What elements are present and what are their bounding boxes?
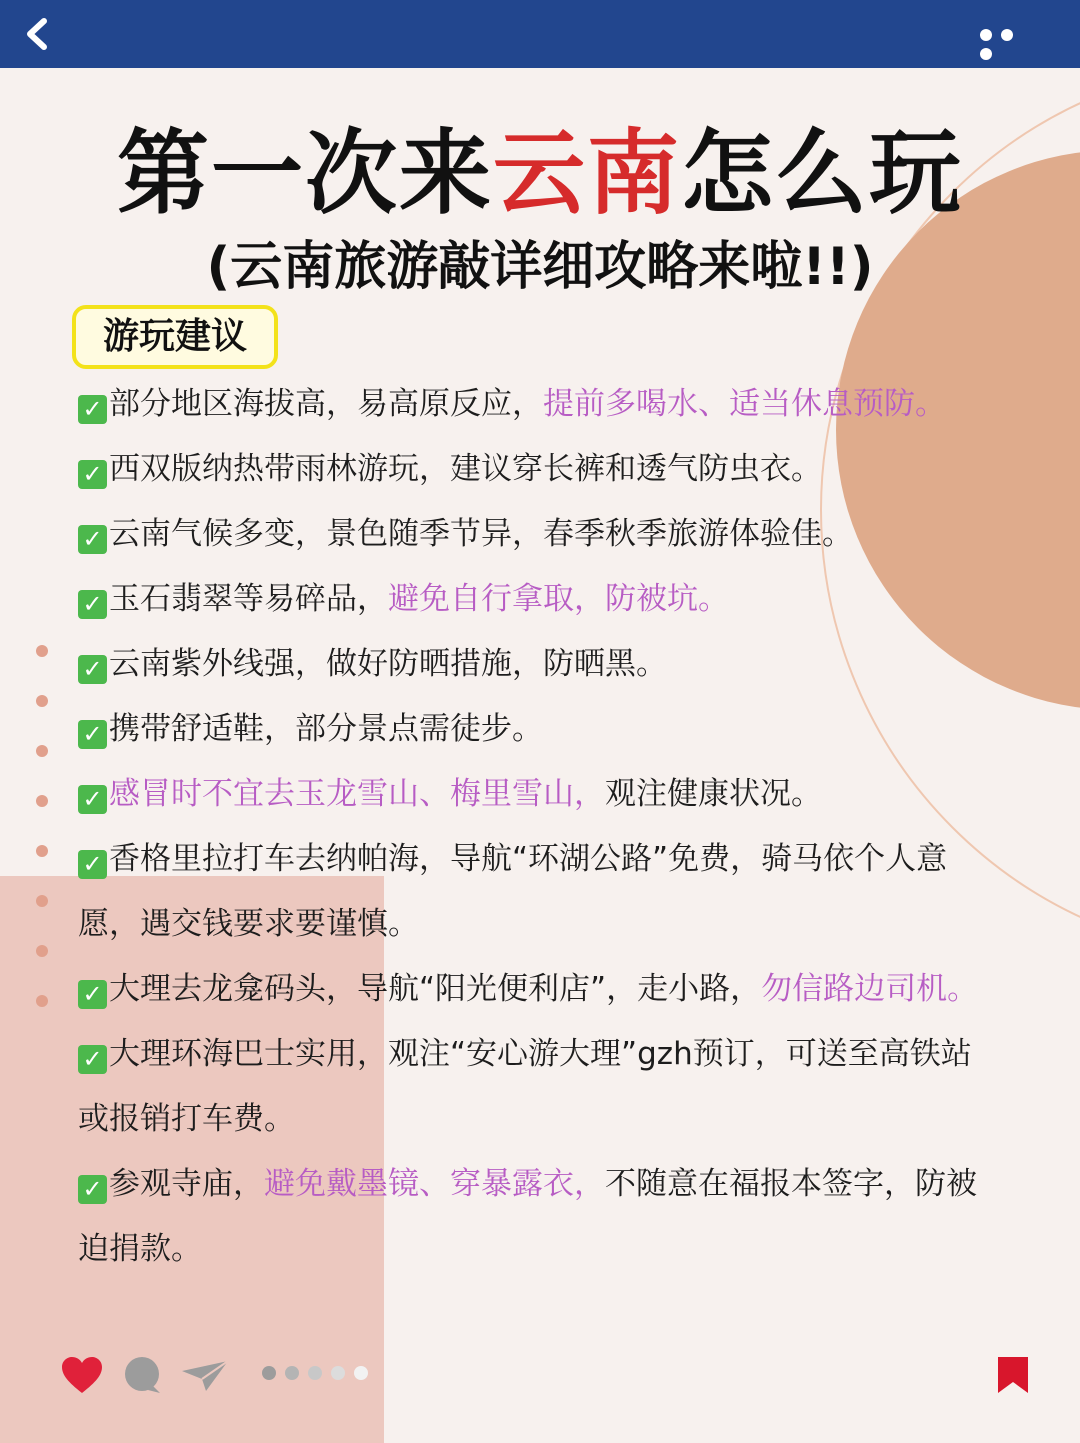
title-highlight: 云南 [492, 120, 681, 227]
checkbox-icon: ✓ [78, 785, 107, 814]
action-bar [0, 1345, 1080, 1405]
comment-button[interactable] [122, 1355, 162, 1395]
page-indicator [262, 1365, 377, 1384]
page-subtitle: (云南旅游敲详细攻略来啦!!) [206, 237, 874, 297]
tip-item: ✓ 大理环海巴士实用，观注“安心游大理”gzh预订，可送至高铁站或报销打车费。 [78, 1036, 972, 1137]
share-icon [180, 1359, 230, 1393]
more-dot [980, 48, 992, 60]
page-title: 第一次来云南怎么玩 [116, 120, 964, 227]
checkbox-icon: ✓ [78, 655, 107, 684]
page-dot [308, 1366, 322, 1380]
tip-item: ✓ 感冒时不宜去玉龙雪山、梅里雪山，观注健康状况。 [78, 762, 998, 827]
page-dot [331, 1366, 345, 1380]
more-button[interactable] [980, 26, 1040, 44]
tip-item: ✓ 云南气候多变，景色随季节异，春季秋季旅游体验佳。 [78, 502, 998, 567]
checkbox-icon: ✓ [78, 980, 107, 1009]
tip-item: ✓ 西双版纳热带雨林游玩，建议穿长裤和透气防虫衣。 [78, 437, 998, 502]
page-dot [262, 1366, 276, 1380]
checkbox-icon: ✓ [78, 460, 107, 489]
chevron-left-icon [18, 14, 58, 54]
top-nav-bar [0, 0, 1080, 68]
more-dot [1001, 29, 1013, 41]
checkbox-icon: ✓ [78, 1045, 107, 1074]
section-label: 游玩建议 [72, 305, 278, 369]
share-button[interactable] [180, 1359, 230, 1393]
tip-item: ✓ 云南紫外线强，做好防晒措施，防晒黑。 [78, 632, 998, 697]
more-dot [980, 29, 992, 41]
checkbox-icon: ✓ [78, 1175, 107, 1204]
page-dot [354, 1366, 368, 1380]
bookmark-button[interactable] [996, 1355, 1030, 1395]
tip-item: ✓ 部分地区海拔高，易高原反应，提前多喝水、适当休息预防。 [78, 372, 998, 437]
tip-item: ✓ 玉石翡翠等易碎品，避免自行拿取，防被坑。 [78, 567, 998, 632]
tip-item: ✓ 携带舒适鞋，部分景点需徒步。 [78, 697, 998, 762]
bookmark-icon [996, 1355, 1030, 1395]
decorative-dots [36, 645, 50, 1045]
tips-list [78, 372, 998, 1282]
tip-item: ✓ 大理去龙龛码头，导航“阳光便利店”，走小路，勿信路边司机。 [78, 957, 998, 1022]
comment-icon [122, 1355, 162, 1395]
checkbox-icon: ✓ [78, 720, 107, 749]
checkbox-icon: ✓ [78, 525, 107, 554]
tip-item: ✓ 参观寺庙，避免戴墨镜、穿暴露衣，不随意在福报本签字，防被迫捐款。 [78, 1166, 977, 1267]
page-dot [285, 1366, 299, 1380]
checkbox-icon: ✓ [78, 590, 107, 619]
checkbox-icon: ✓ [78, 850, 107, 879]
like-button[interactable] [60, 1355, 104, 1395]
heart-icon [60, 1355, 104, 1395]
checkbox-icon: ✓ [78, 395, 107, 424]
back-button[interactable] [18, 14, 58, 54]
tip-item: ✓ 香格里拉打车去纳帕海，导航“环湖公路”免费，骑马依个人意愿，遇交钱要求要谨慎。 [78, 841, 948, 942]
